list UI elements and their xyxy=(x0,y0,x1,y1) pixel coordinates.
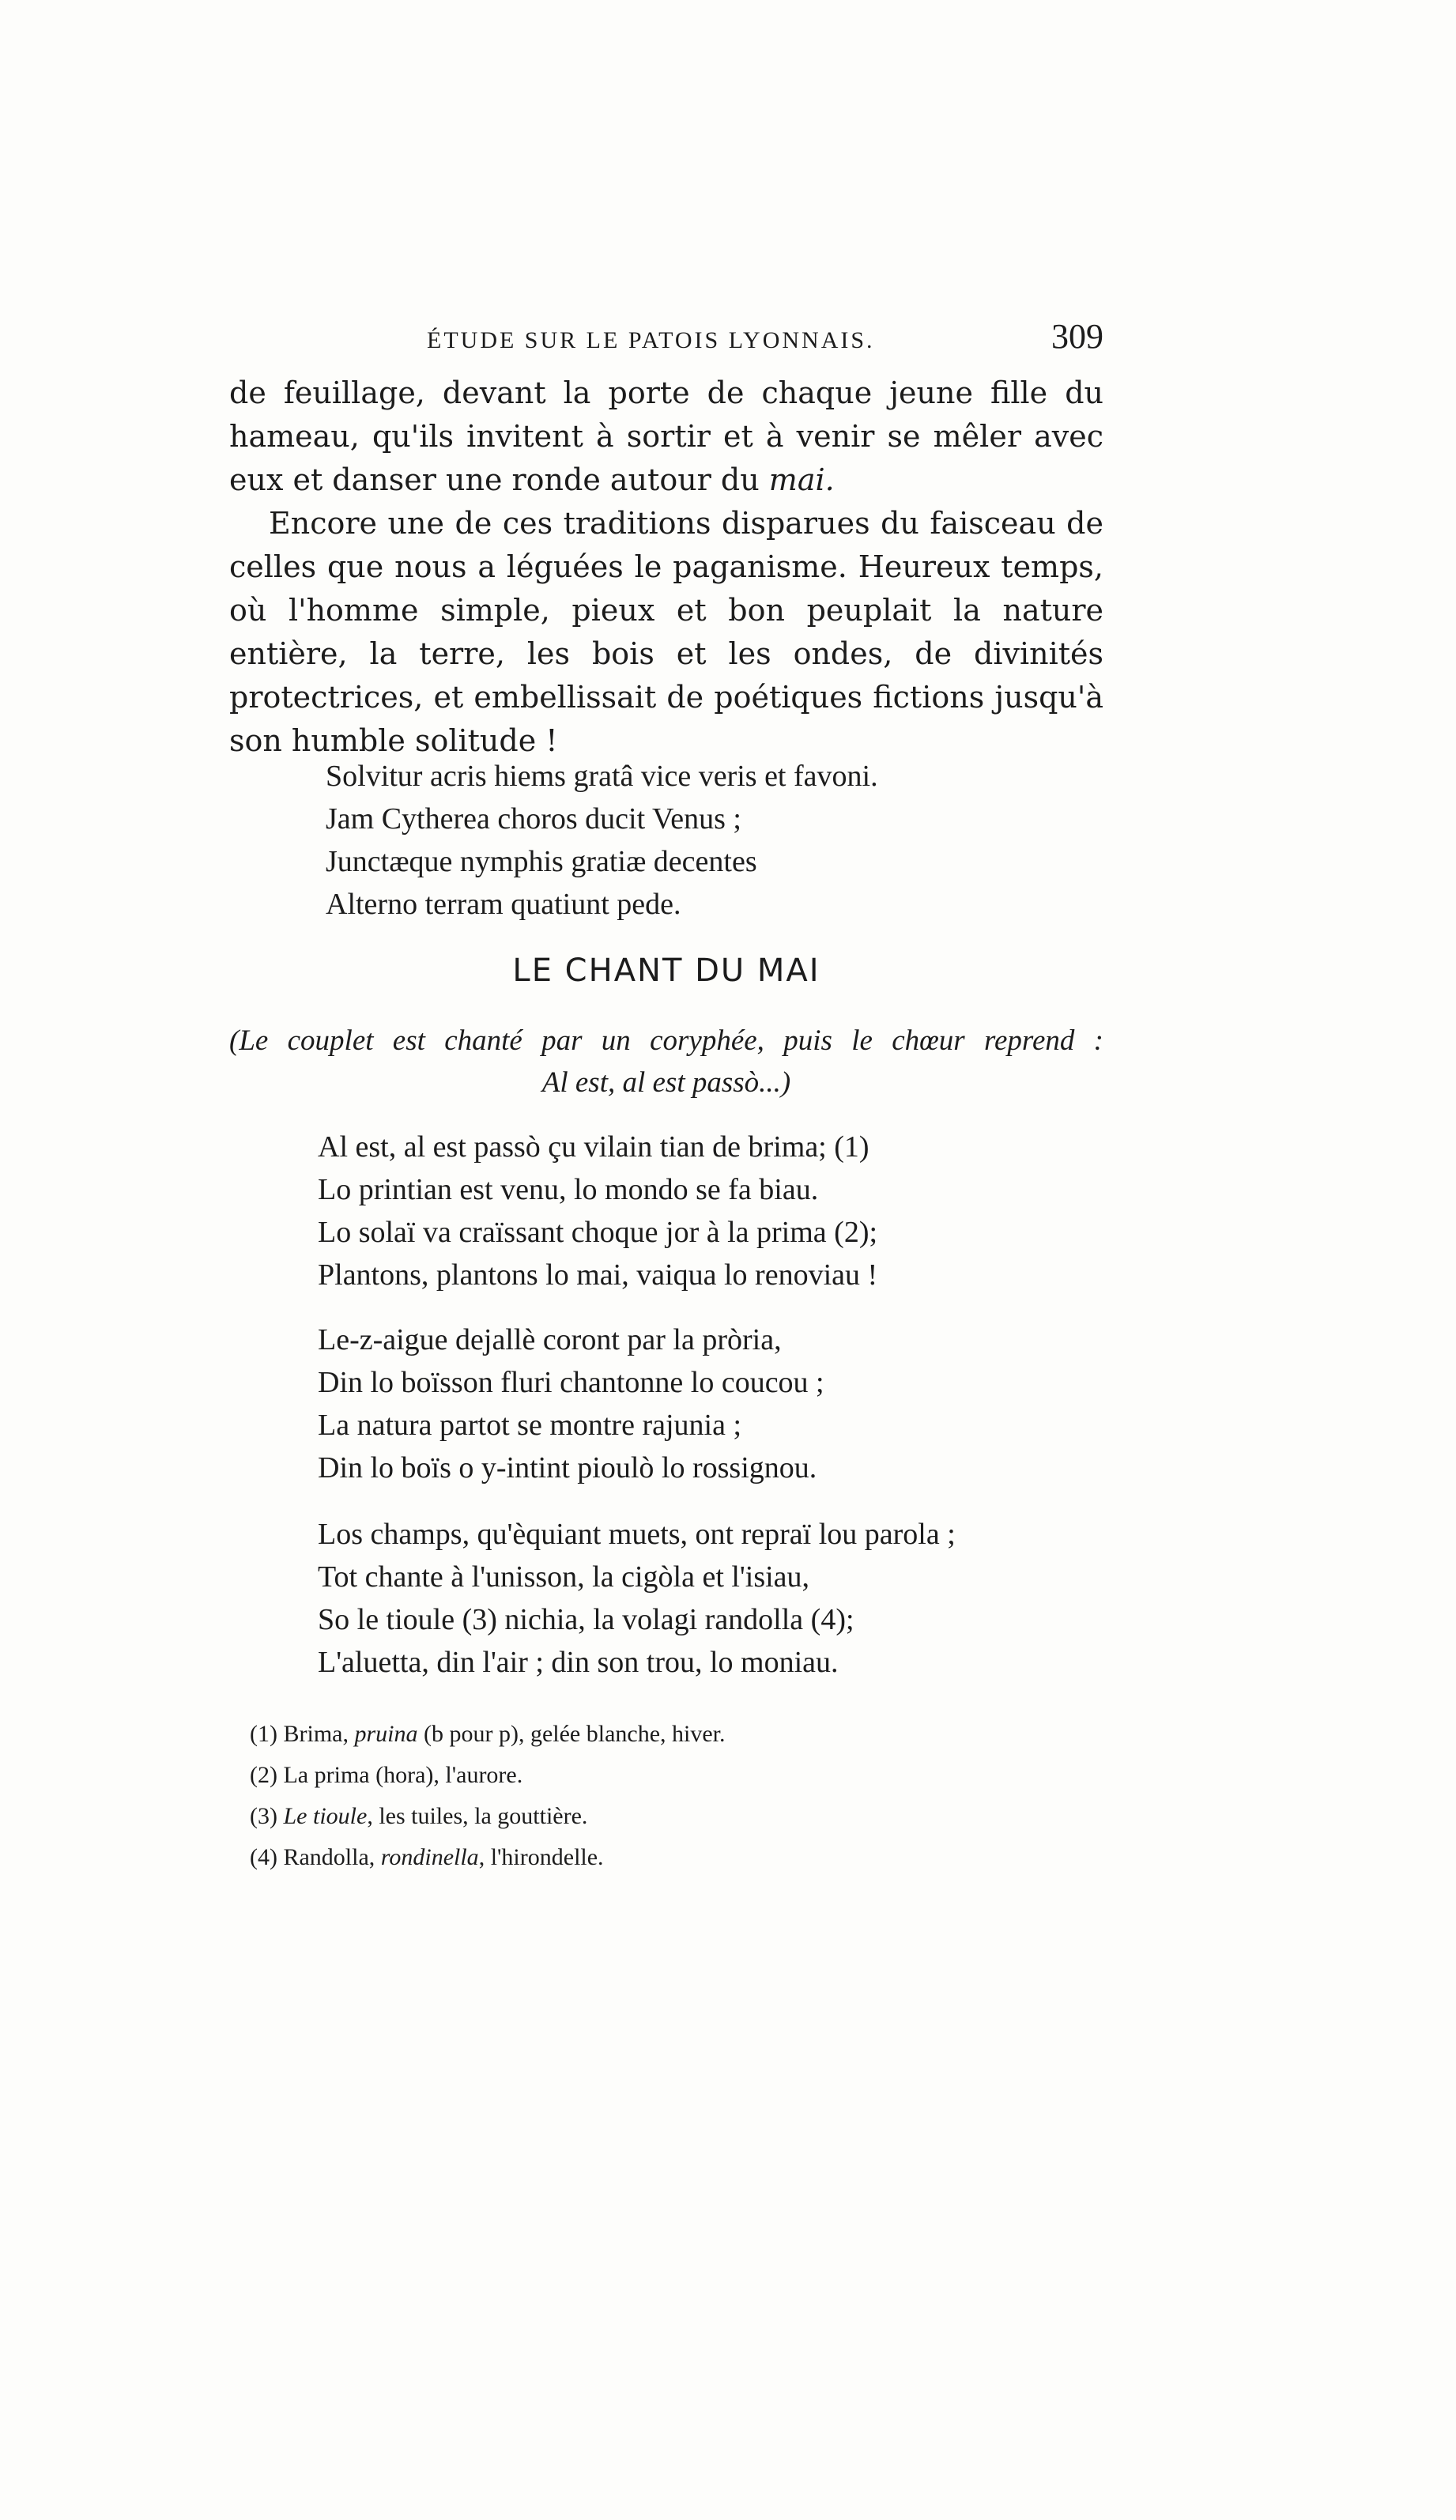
stanza xyxy=(318,1126,877,1296)
paragraph-text: de feuillage, devant la porte de chaque jeune fille du hameau, qu'ils invitent à sortir et à venir se mêler avec eux et danser une ronde autour du xyxy=(229,375,1103,497)
footnote-italic: pruina xyxy=(354,1721,418,1747)
latin-verse xyxy=(326,755,878,926)
prose-body xyxy=(229,372,1103,763)
footnote-number: (1) xyxy=(250,1721,277,1747)
stanza xyxy=(318,1318,824,1489)
paragraph xyxy=(229,372,1103,502)
verse-line: L'aluetta, din l'air ; din son trou, lo moniau. xyxy=(318,1646,839,1679)
page-number: 309 xyxy=(1051,317,1103,356)
footnote-text: La prima (hora), l'aurore. xyxy=(283,1762,523,1788)
footnotes xyxy=(250,1714,726,1878)
footnote-number: (3) xyxy=(250,1803,277,1829)
verse-line: Al est, al est passò çu vilain tian de brima; (1) xyxy=(318,1130,869,1164)
verse-line: Lo printian est venu, lo mondo se fa biau. xyxy=(318,1173,819,1206)
verse-line: Los champs, qu'èquiant muets, ont repraï lou parola ; xyxy=(318,1518,956,1551)
verse-line: Jam Cytherea choros ducit Venus ; xyxy=(326,802,741,836)
footnote-number: (2) xyxy=(250,1762,277,1788)
footnote-italic: Le tioule xyxy=(283,1803,368,1829)
verse-line: La natura partot se montre rajunia ; xyxy=(318,1409,742,1442)
note-line: (Le couplet est chanté par un coryphée, puis le chœur reprend : xyxy=(229,1024,1103,1057)
footnote xyxy=(250,1755,726,1796)
paragraph: Encore une de ces traditions disparues du faisceau de celles que nous a léguées le paganisme. Heureux temps, où l'homme simple, pieux et bon peuplait la nature entière, la terre, les bois et les ondes, de divinités protectrices, et embellissait de poétiques fictions jusqu'à son humble solitude ! xyxy=(229,506,1103,758)
verse-line: Alterno terram quatiunt pede. xyxy=(326,888,681,921)
footnote-text: , l'hirondelle. xyxy=(478,1844,604,1870)
running-header xyxy=(229,316,1103,364)
verse-line: So le tioule (3) nichia, la volagi randolla (4); xyxy=(318,1603,854,1636)
footnote-text: Brima, xyxy=(283,1721,355,1747)
verse-line: Plantons, plantons lo mai, vaiqua lo renoviau ! xyxy=(318,1258,878,1292)
footnote-italic: rondinella xyxy=(380,1844,479,1870)
footnote xyxy=(250,1837,726,1878)
stanza xyxy=(318,1513,956,1684)
poem-title: LE CHANT DU MAI xyxy=(512,953,820,989)
footnote xyxy=(250,1714,726,1755)
footnote-text: (b pour p), gelée blanche, hiver. xyxy=(417,1721,726,1747)
poem-note xyxy=(229,1020,1103,1103)
italic-word: mai. xyxy=(768,462,835,497)
footnote-number: (4) xyxy=(250,1844,277,1870)
verse-line: Din lo boïs o y-intint pioulò lo rossignou. xyxy=(318,1451,817,1484)
footnote-text: , les tuiles, la gouttière. xyxy=(367,1803,588,1829)
verse-line: Tot chante à l'unisson, la cigòla et l'isiau, xyxy=(318,1560,810,1594)
note-line: Al est, al est passò...) xyxy=(541,1066,791,1099)
verse-line: Solvitur acris hiems gratâ vice veris et favoni. xyxy=(326,760,878,793)
verse-line: Lo solaï va craïssant choque jor à la prima (2); xyxy=(318,1216,878,1249)
running-title: ÉTUDE SUR LE PATOIS LYONNAIS. xyxy=(427,327,875,353)
verse-line: Junctæque nymphis gratiæ decentes xyxy=(326,845,757,878)
verse-line: Din lo boïsson fluri chantonne lo coucou ; xyxy=(318,1366,824,1399)
footnote xyxy=(250,1796,726,1837)
footnote-text: Randolla, xyxy=(283,1844,381,1870)
verse-line: Le-z-aigue dejallè coront par la pròria, xyxy=(318,1323,782,1356)
